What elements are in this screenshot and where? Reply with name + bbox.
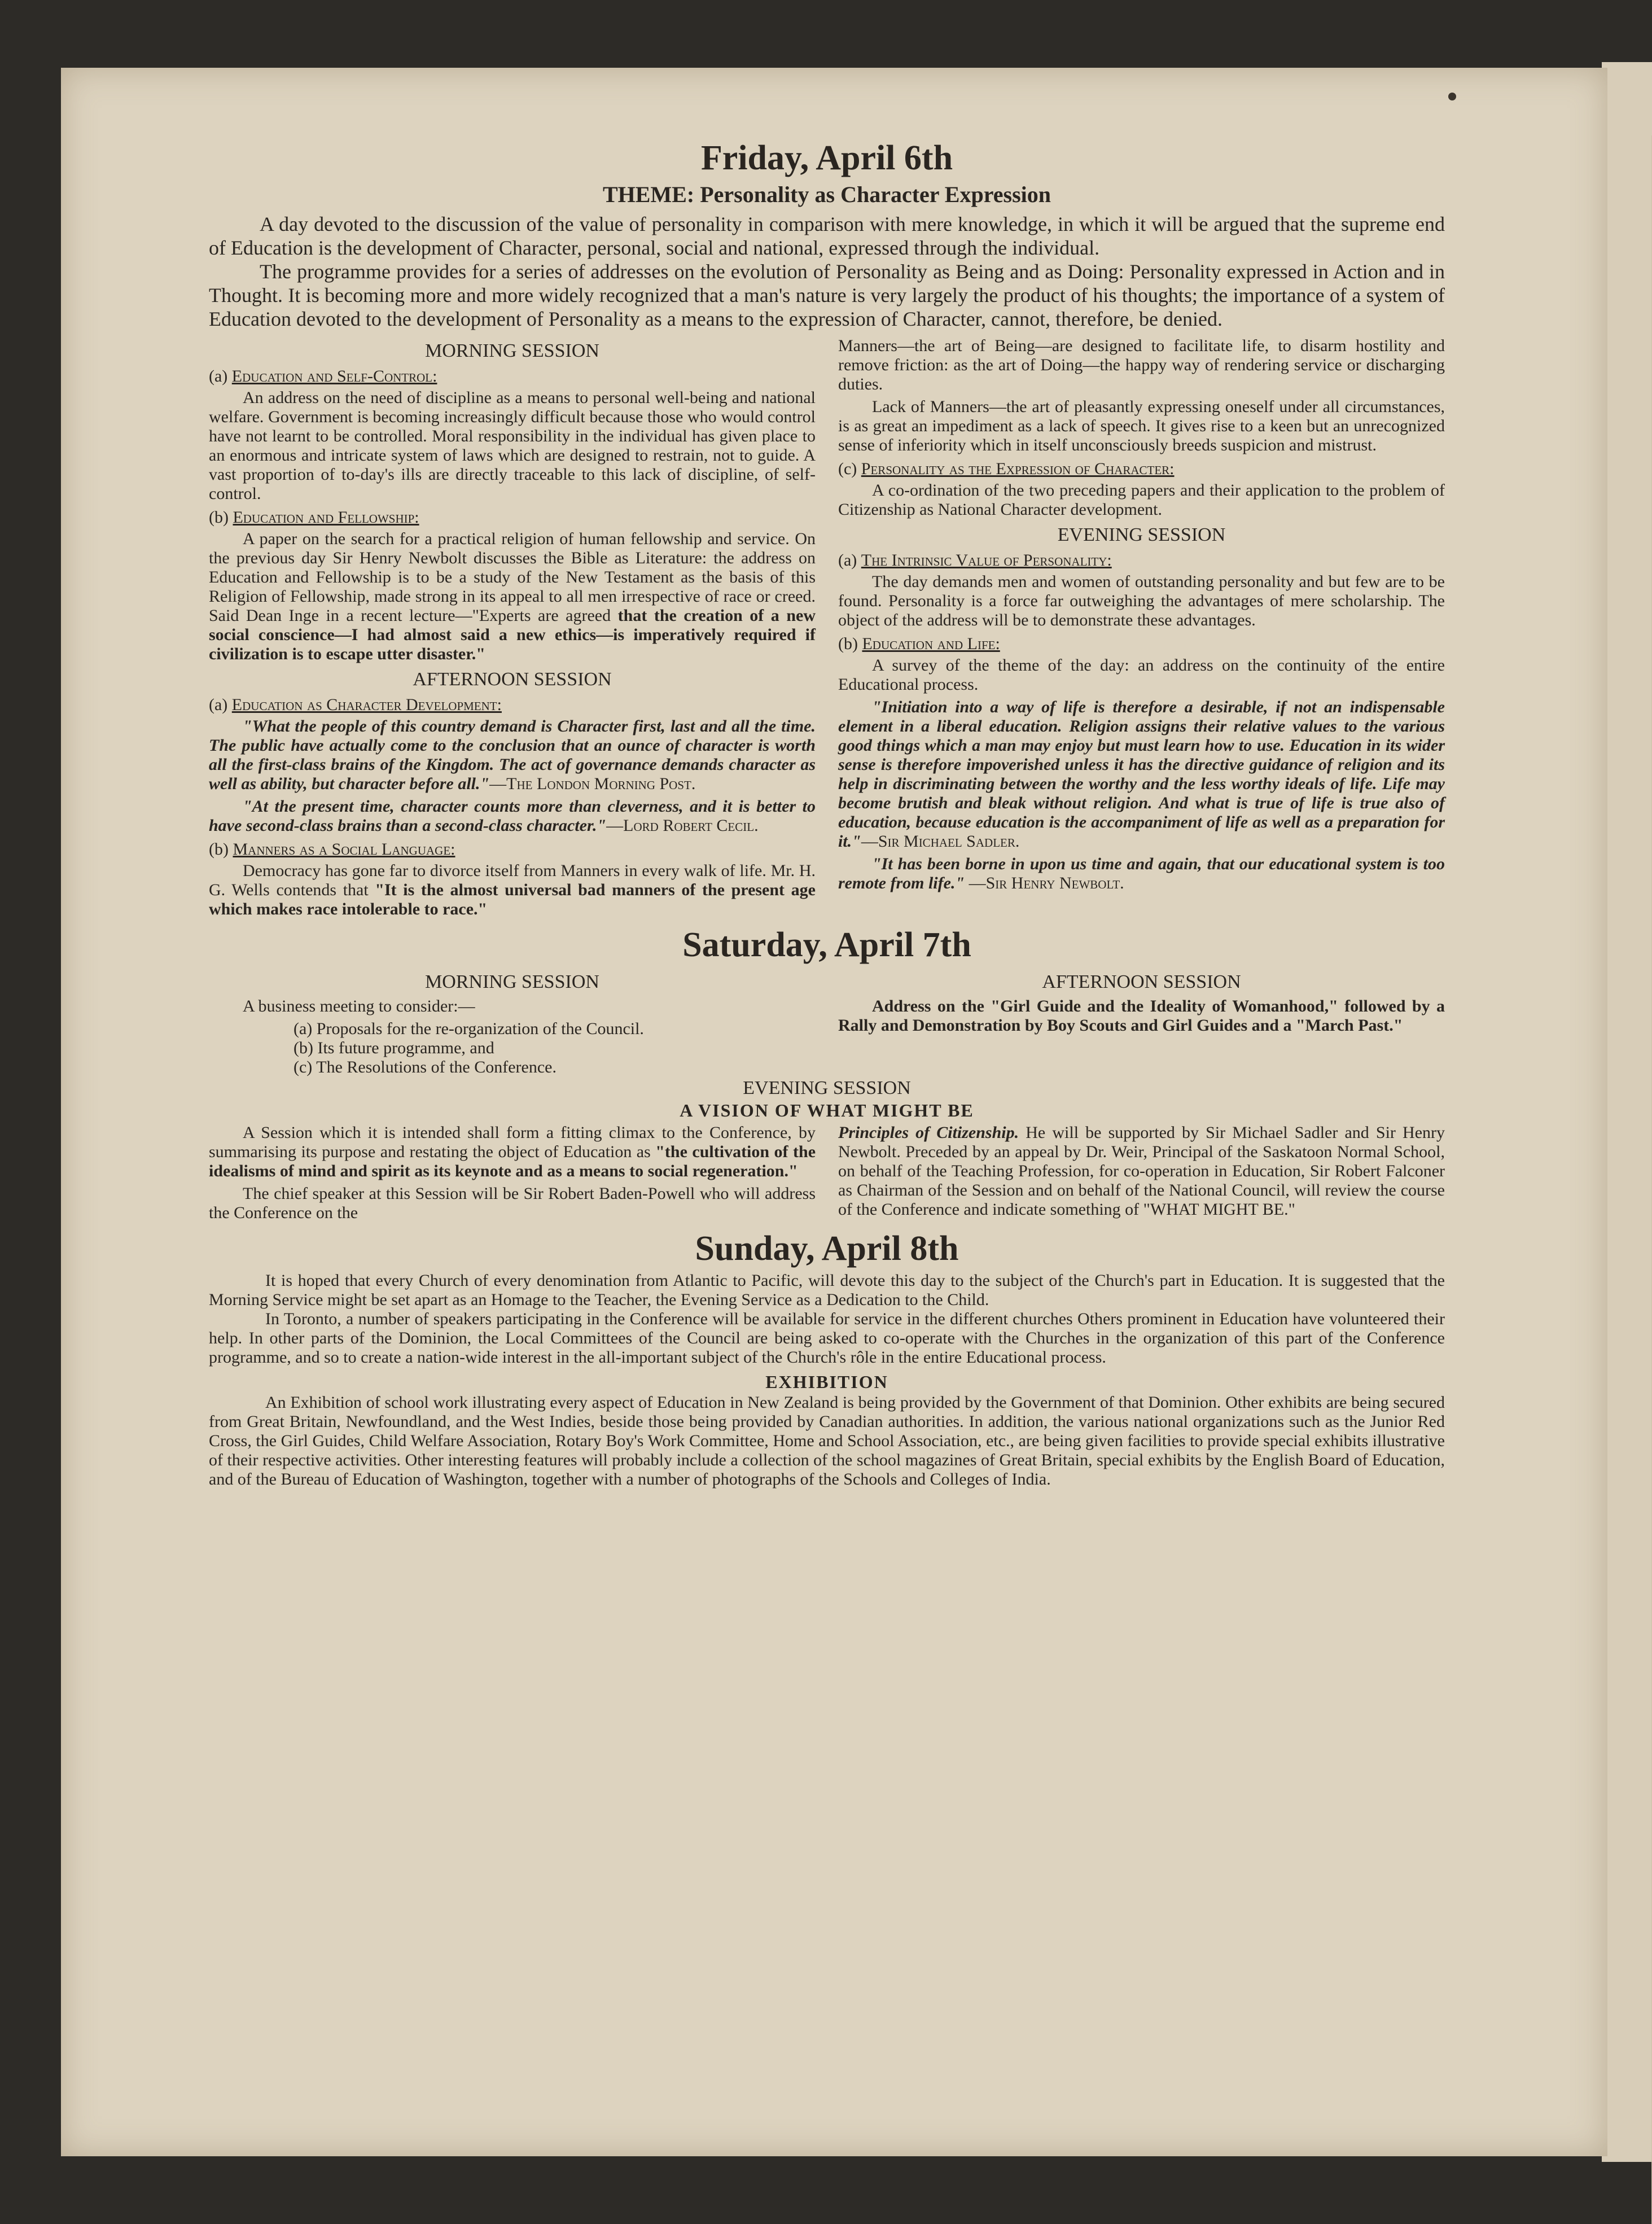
item-title: Education and Self-Control:: [231, 367, 437, 386]
item-title: Education and Life:: [862, 634, 1000, 653]
morning-item-a-body: An address on the need of discipline as a means to personal well-being and national welfare. Government is becoming increasingly difficult because those who would control have not learnt to be controlled. Moral responsibility in the individual has given place to an enormous and intricate system of laws which are designed to restrain, not to guide. A vast proportion of to-day's ills are directly traceable to this lack of discipline, of self-control.: [209, 388, 816, 503]
saturday-morning-item: (b) Its future programme, and: [293, 1039, 494, 1057]
body-text: A Session which it is intended shall form a fitting climax to the Conference, by summarising its purpose and restating the object of Education as: [209, 1123, 816, 1161]
afternoon-item-a: [209, 694, 816, 716]
italic-quote: "Initiation into a way of life is therefore a desirable, if not an indispensable element in a liberal education. Religion assigns their relative values to the various good things which a man may enjoy but must learn how to use. Education in its wider sense is therefore impoverished unless it has the directive guidance of religion and its help in discriminating between the worthy and the less worthy ideals of life. Life may become brutish and bleak without religion. And what is true of life is true also of education, because education is the accompaniment of life as well as a preparation for it.": [838, 698, 1445, 851]
ink-spot: [1448, 93, 1456, 100]
item-label: (b): [209, 508, 229, 527]
afternoon-session-title: AFTERNOON SESSION: [413, 669, 612, 690]
bold-quote: "the cultivation of the idealisms of mind and spirit as its keynote and as a means to social regeneration.": [209, 1142, 816, 1180]
vision-left-column: [209, 1123, 816, 1226]
exhibition-body: An Exhibition of school work illustrating every aspect of Education in New Zealand is being provided by the Government of that Dominion. Other exhibits are being secured from Great Britain, Newfoundland, and the West Indies, beside those being provided by Canadian authorities. In addition, the various national organizations such as the Junior Red Cross, the Girl Guides, Child Welfare Association, Rotary Boy's Work Committee, Home and School Association, etc., are being given facilities to provide special exhibits illustrative of their respective activities. Other interesting features will probably include a collection of the school magazines of Great Britain, special exhibits by the English Board of Education, and of the Bureau of Education of Washington, together with a number of photographs of the Schools and Colleges of India.: [209, 1393, 1445, 1488]
body-text: He will be supported by Sir Michael Sadler and Sir Henry Newbolt. Preceded by an appeal by Dr. Weir, Principal of the Saskatoon Normal School, on behalf of the Teaching Profession, for co-operation in Education, Sir Robert Falconer as Chairman of the Session and on behalf of the National Council, will review the course of the Conference and indicate something of "WHAT MIGHT BE.": [838, 1123, 1445, 1219]
saturday-right-column: [838, 967, 1445, 1077]
vision-right-column: [838, 1123, 1445, 1226]
saturday-morning-intro: A business meeting to consider:—: [243, 997, 475, 1015]
evening-item-b: [838, 633, 1445, 655]
evening-item-a: [838, 550, 1445, 571]
item-title: Education as Character Development:: [231, 695, 502, 714]
morning-item-a: [209, 366, 816, 387]
afternoon-item-b-body: [209, 861, 816, 919]
evening-item-b-body: A survey of the theme of the day: an address on the continuity of the entire Educational process.: [838, 656, 1445, 694]
item-title: The Intrinsic Value of Personality:: [861, 551, 1112, 570]
evening-item-b-quote: [838, 698, 1445, 851]
bold-quote: "It is the almost universal bad manners of the present age which makes race intolerable to race.": [209, 881, 816, 918]
item-title: Education and Fellowship:: [233, 508, 419, 527]
saturday-evening-title: EVENING SESSION: [743, 1078, 911, 1098]
item-label: (b): [209, 840, 229, 859]
sunday-heading: Sunday, April 8th: [695, 1229, 959, 1268]
quote-attribution: —Sir Michael Sadler.: [861, 832, 1020, 851]
morning-item-b: [209, 507, 816, 528]
body-text: A paper on the search for a practical religion of human fellowship and service. On the previous day Sir Henry Newbolt discusses the Bible as Literature: the address on Education and Fellowship is to be a study of the New Testament as the basis of this Religion of Fellowship, made strong in its appeal to all men irrespective of race or creed. Said Dean Inge in a recent lecture—"Experts are agreed: [209, 529, 816, 625]
saturday-columns: [209, 967, 1445, 1077]
exhibition-title: EXHIBITION: [765, 1372, 888, 1392]
morning-item-c-body: A co-ordination of the two preceding papers and their application to the problem of Citizenship as National Character development.: [838, 481, 1445, 519]
quote-attribution: —Lord Robert Cecil.: [606, 816, 759, 835]
friday-columns: [209, 336, 1445, 922]
item-label: (b): [838, 634, 858, 653]
friday-left-column: [209, 336, 816, 922]
saturday-left-column: [209, 967, 816, 1077]
page-content: [209, 135, 1445, 1489]
vision-paragraph-3: [838, 1123, 1445, 1219]
saturday-morning-title: MORNING SESSION: [425, 971, 599, 992]
afternoon-item-a-quote: [209, 717, 816, 794]
friday-heading: Friday, April 6th: [700, 139, 953, 177]
item-label: (c): [838, 459, 857, 478]
friday-theme: THEME: Personality as Character Expression: [602, 182, 1051, 207]
saturday-afternoon-title: AFTERNOON SESSION: [1042, 971, 1241, 992]
body-text: Democracy has gone far to divorce itself from Manners in every walk of life. Mr. H. G. Wells contends that: [209, 861, 816, 899]
afternoon-item-a-quote2: [209, 797, 816, 835]
quote-attribution: —The London Morning Post.: [489, 774, 696, 793]
saturday-morning-item: (a) Proposals for the re-organization of the Council.: [293, 1019, 644, 1038]
morning-item-b-body: [209, 529, 816, 664]
item-label: (a): [838, 551, 857, 570]
sunday-paragraph-2: In Toronto, a number of speakers participating in the Conference will be available for service in the different churches Others prominent in Education have volunteered their help. In other parts of the Dominion, the Local Committees of the Council are being asked to co-operate with the Churches in the organization of this part of the Conference programme, and so to create a nation-wide interest in the all-important subject of the Church's rôle in the entire Educational process.: [209, 1310, 1445, 1367]
afternoon-item-b: [209, 839, 816, 860]
bold-quote: that the creation of a new social conscience—I had almost said a new ethics—is imperatively required if civilization is to escape utter disaster.": [209, 606, 816, 663]
vision-columns: [209, 1123, 1445, 1226]
vision-title: A VISION OF WHAT MIGHT BE: [680, 1100, 974, 1120]
saturday-afternoon-body: Address on the "Girl Guide and the Ideality of Womanhood," followed by a Rally and Demonstration by Boy Scouts and Girl Guides and a "March Past.": [838, 997, 1445, 1035]
italic-title: Principles of Citizenship.: [838, 1123, 1019, 1142]
manners-paragraph-1: Manners—the art of Being—are designed to facilitate life, to disarm hostility and remove friction: as the art of Doing—the happy way of rendering service or discharging duties.: [838, 336, 1445, 393]
friday-intro-2: The programme provides for a series of addresses on the evolution of Personality as Being and as Doing: Personality expressed in Action and in Thought. It is becoming more and more widely recognized that a man's nature is very largely the product of his thoughts; the importance of a system of Education devoted to the development of Personality as a means to the expression of Character, cannot, therefore, be denied.: [209, 260, 1445, 330]
item-label: (a): [209, 695, 228, 714]
saturday-morning-item: (c) The Resolutions of the Conference.: [293, 1058, 556, 1076]
evening-item-b-quote2: [838, 855, 1445, 893]
evening-item-a-body: The day demands men and women of outstanding personality and but few are to be found. Personality is a force far outweighing the advantages of mere scholarship. The object of the address will be to demonstrate these advantages.: [838, 572, 1445, 629]
evening-session-title: EVENING SESSION: [1057, 524, 1226, 545]
saturday-heading: Saturday, April 7th: [682, 926, 971, 964]
italic-quote: "What the people of this country demand is Character first, last and all the time. The public have actually come to the conclusion that an ounce of character is worth all the first-class brains of the Kingdom. The act of governance demands character as well as ability, but character before all.": [209, 717, 816, 793]
italic-quote: "It has been borne in upon us time and again, that our educational system is too remote from life.": [838, 855, 1445, 892]
manners-paragraph-2: Lack of Manners—the art of pleasantly expressing oneself under all circumstances, is as great an impediment as a lack of speech. It gives rise to a keen but an unrecognized sense of inferiority which in itself unconsciously breeds suspicion and mistrust.: [838, 397, 1445, 454]
friday-right-column: [838, 336, 1445, 922]
morning-item-c: [838, 458, 1445, 480]
morning-session-title: MORNING SESSION: [425, 340, 599, 361]
item-label: (a): [209, 367, 228, 386]
item-title: Manners as a Social Language:: [233, 840, 455, 859]
adjacent-page: [1602, 62, 1652, 2162]
vision-paragraph-2: The chief speaker at this Session will be Sir Robert Baden-Powell who will address the Conference on the: [209, 1184, 816, 1222]
quote-attribution: —Sir Henry Newbolt.: [969, 874, 1124, 892]
vision-paragraph-1: [209, 1123, 816, 1181]
item-title: Personality as the Expression of Character:: [861, 459, 1175, 478]
sunday-paragraph-1: It is hoped that every Church of every denomination from Atlantic to Pacific, will devote this day to the subject of the Church's part in Education. It is suggested that the Morning Service might be set apart as an Homage to the Teacher, the Evening Service as a Dedication to the Child.: [209, 1271, 1445, 1309]
italic-quote: "At the present time, character counts more than cleverness, and it is better to have second-class brains than a second-class character.": [209, 797, 816, 835]
friday-intro-1: A day devoted to the discussion of the value of personality in comparison with mere knowledge, in which it will be argued that the supreme end of Education is the development of Character, personal, social and national, expressed through the individual.: [209, 213, 1445, 259]
